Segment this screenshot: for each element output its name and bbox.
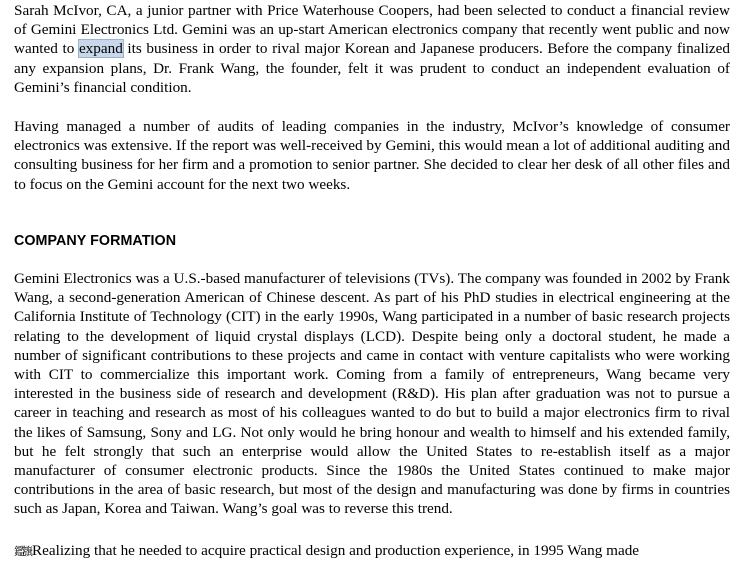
garbled-character-artifact: 鑑籏 bbox=[14, 545, 30, 558]
company-formation-paragraph: Gemini Electronics was a U.S.-based manufacturer of televisions (TVs). The company was founded in 2002 by Frank Wang, a second-generation American of Chinese descent. As part of his PhD studies in electrical engineering at the California Institute of Technology (CIT) in the early 1990s, Wang participated in a number of basic research projects relating to the development of liquid crystal displays (LCD). Despite being only a doctoral student, he made a number of significant contributions to these projects and came in contact with venture capitalists who were working with CIT to commercialize this important work. Coming from a family of entrepreneurs, Wang became very interested in the business side of research and development (R&D). His plan after graduation was not to pursue a career in teaching and research as most of his colleagues wanted to do but to build a major electronics firm to rival the likes of Samsung, Sony and LG. Not only would he bring honour and wealth to himself and his extended family, but he felt strongly that such an enterprise would allow the United States to re-establish itself as a major manufacturer of consumer electronic products. Since the 1980s the United States continued to make major contributions in the area of basic research, but most of the design and manufacturing was done by firms in countries such as Japan, Korea and Taiwan. Wang’s goal was to reverse this trend. bbox=[14, 270, 730, 518]
next-paragraph-start bbox=[14, 541, 730, 561]
next-paragraph-text: Realizing that he needed to acquire practical design and production experience, in 1995 Wang made bbox=[32, 542, 640, 559]
selected-word-expand[interactable]: expand bbox=[78, 40, 123, 58]
section-heading-company-formation: COMPANY FORMATION bbox=[14, 233, 177, 249]
mcivor-paragraph: Having managed a number of audits of leading companies in the industry, McIvor’s knowledge of consumer electronics was extensive. If the report was well-received by Gemini, this would mean a lot of additional auditing and consulting business for her firm and a promotion to senior partner. She decided to clear her desk of all other files and to focus on the Gemini account for the next two weeks. bbox=[14, 118, 730, 193]
intro-paragraph bbox=[14, 1, 730, 97]
intro-text-end: its business in order to rival major Korean and Japanese producers. Before the company finalized any expansion plans, Dr. Frank Wang, the founder, felt it was prudent to conduct an independent evaluation of Gemini’s financial condition. bbox=[14, 40, 730, 96]
intro-text-start: Sarah McIvor, CA, a junior partner with Price Waterhouse Coopers, had been selected to conduct a financial review of Gemini Electronics Ltd. Gemini was an up-start American electronics company that recently went public and now wanted to bbox=[14, 2, 730, 58]
